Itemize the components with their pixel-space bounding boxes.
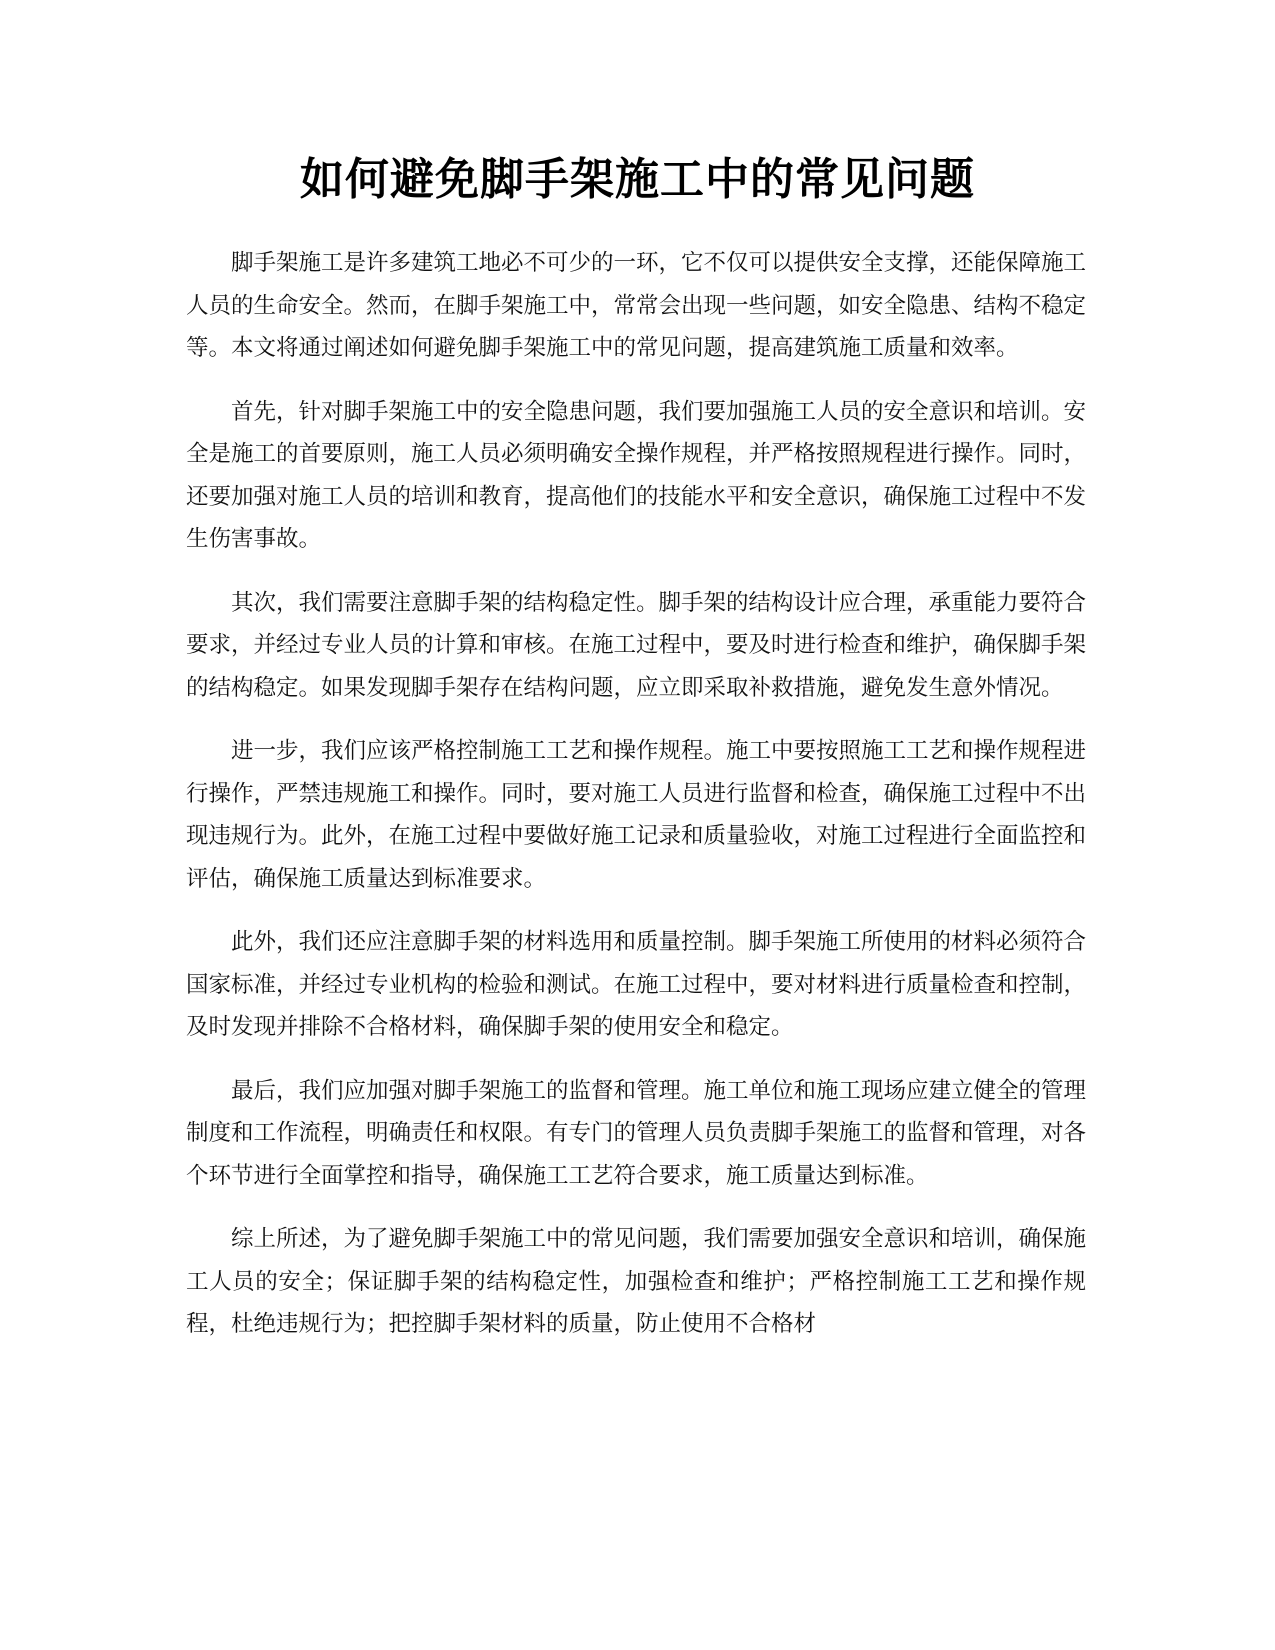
paragraph-intro: 脚手架施工是许多建筑工地必不可少的一环，它不仅可以提供安全支撑，还能保障施工人员的生命安全。然而，在脚手架施工中，常常会出现一些问题，如安全隐患、结构不稳定等。本文将通过阐述如何避免脚手架施工中的常见问题，提高建筑施工质量和效率。: [186, 250, 1087, 361]
paragraph-process-control: 进一步，我们应该严格控制施工工艺和操作规程。施工中要按照施工工艺和操作规程进行操作，严禁违规施工和操作。同时，要对施工人员进行监督和检查，确保施工过程中不出现违规行为。此外，在施工过程中要做好施工记录和质量验收，对施工过程进行全面监控和评估，确保施工质量达到标准要求。: [186, 738, 1087, 892]
paragraph-conclusion: 综上所述，为了避免脚手架施工中的常见问题，我们需要加强安全意识和培训，确保施工人员的安全；保证脚手架的结构稳定性，加强检查和维护；严格控制施工工艺和操作规程，杜绝违规行为；把控脚手架材料的质量，防止使用不合格材: [186, 1226, 1087, 1337]
paragraph-supervision: 最后，我们应加强对脚手架施工的监督和管理。施工单位和施工现场应建立健全的管理制度和工作流程，明确责任和权限。有专门的管理人员负责脚手架施工的监督和管理，对各个环节进行全面掌控和指导，确保施工工艺符合要求，施工质量达到标准。: [186, 1077, 1087, 1189]
paragraph-structural-stability: 其次，我们需要注意脚手架的结构稳定性。脚手架的结构设计应合理，承重能力要符合要求，并经过专业人员的计算和审核。在施工过程中，要及时进行检查和维护，确保脚手架的结构稳定。如果发现脚手架存在结构问题，应立即采取补救措施，避免发生意外情况。: [186, 589, 1087, 701]
document-body: [186, 242, 1086, 1367]
document-title: 如何避免脚手架施工中的常见问题: [300, 154, 975, 205]
paragraph-material-quality: 此外，我们还应注意脚手架的材料选用和质量控制。脚手架施工所使用的材料必须符合国家标准，并经过专业机构的检验和测试。在施工过程中，要对材料进行质量检查和控制，及时发现并排除不合格材料，确保脚手架的使用安全和稳定。: [186, 929, 1087, 1040]
paragraph-safety-training: 首先，针对脚手架施工中的安全隐患问题，我们要加强施工人员的安全意识和培训。安全是施工的首要原则，施工人员必须明确安全操作规程，并严格按照规程进行操作。同时，还要加强对施工人员的培训和教育，提高他们的技能水平和安全意识，确保施工过程中不发生伤害事故。: [186, 398, 1087, 552]
